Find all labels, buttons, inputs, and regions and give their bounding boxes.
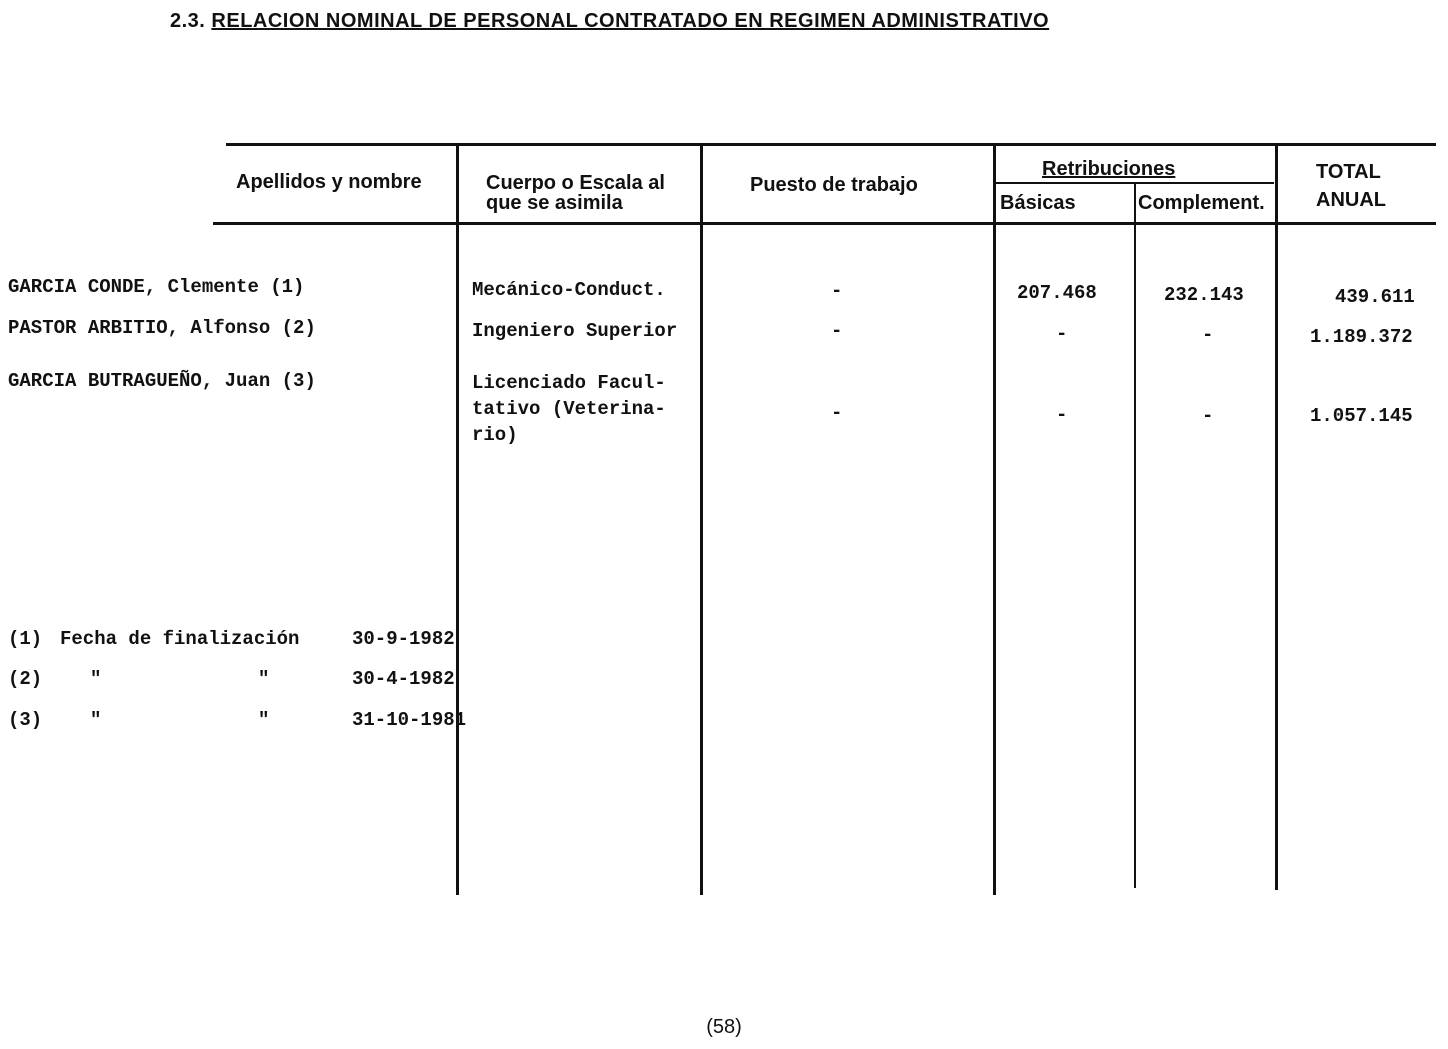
row1-post: - bbox=[831, 280, 843, 302]
column-divider-1 bbox=[456, 143, 459, 895]
column-divider-5 bbox=[1275, 143, 1278, 890]
section-title bbox=[170, 10, 1049, 33]
note3-date: 31-10-1981 bbox=[352, 709, 467, 731]
row2-basic: - bbox=[1056, 323, 1068, 345]
row3-post: - bbox=[831, 402, 843, 424]
row1-total: 439.611 bbox=[1335, 286, 1415, 308]
header-compl: Complement. bbox=[1138, 192, 1265, 214]
row2-body: Ingeniero Superior bbox=[472, 320, 678, 342]
header-body-line1: Cuerpo o Escala al bbox=[486, 172, 665, 194]
row1-basic: 207.468 bbox=[1017, 282, 1097, 304]
table-header-rule bbox=[213, 222, 1436, 225]
section-title-text: RELACION NOMINAL DE PERSONAL CONTRATADO EN REGIMEN ADMINISTRATIVO bbox=[211, 10, 1050, 32]
note2-ref: (2) bbox=[8, 668, 43, 690]
row3-body-line2: tativo (Veterina- bbox=[472, 398, 666, 420]
row2-name: PASTOR ARBITIO, Alfonso (2) bbox=[8, 317, 316, 339]
note3-ref: (3) bbox=[8, 709, 43, 731]
column-divider-4 bbox=[1134, 182, 1136, 888]
header-total-line2: ANUAL bbox=[1316, 189, 1386, 211]
note2-label2: " bbox=[258, 668, 270, 690]
note3-label: " bbox=[90, 709, 102, 731]
header-retrib: Retribuciones bbox=[1042, 158, 1176, 180]
section-number: 2.3. bbox=[170, 10, 206, 32]
note3-label2: " bbox=[258, 709, 270, 731]
row2-post: - bbox=[831, 320, 843, 342]
row1-body: Mecánico-Conduct. bbox=[472, 279, 666, 301]
header-total-line1: TOTAL bbox=[1316, 161, 1381, 183]
header-body-line2: que se asimila bbox=[486, 192, 623, 214]
row3-compl: - bbox=[1202, 405, 1214, 427]
note1-label: Fecha de finalización bbox=[60, 628, 300, 650]
row1-compl: 232.143 bbox=[1164, 284, 1244, 306]
header-name: Apellidos y nombre bbox=[236, 171, 422, 193]
row3-basic: - bbox=[1056, 404, 1068, 426]
row3-body-line3: rio) bbox=[472, 424, 518, 446]
note1-ref: (1) bbox=[8, 628, 43, 650]
row3-total: 1.057.145 bbox=[1310, 405, 1413, 427]
column-divider-2 bbox=[700, 143, 703, 895]
header-post: Puesto de trabajo bbox=[750, 174, 918, 196]
note2-date: 30-4-1982 bbox=[352, 668, 455, 690]
header-basic: Básicas bbox=[1000, 192, 1076, 214]
row1-name: GARCIA CONDE, Clemente (1) bbox=[8, 276, 305, 298]
page-number: (58) bbox=[706, 1016, 742, 1038]
row3-name: GARCIA BUTRAGUEÑO, Juan (3) bbox=[8, 370, 316, 392]
row2-total: 1.189.372 bbox=[1310, 326, 1413, 348]
row3-body-line1: Licenciado Facul- bbox=[472, 372, 666, 394]
note1-date: 30-9-1982 bbox=[352, 628, 455, 650]
table-top-rule bbox=[226, 143, 1436, 146]
column-divider-3 bbox=[993, 143, 996, 895]
note2-label: " bbox=[90, 668, 102, 690]
row2-compl: - bbox=[1202, 324, 1214, 346]
